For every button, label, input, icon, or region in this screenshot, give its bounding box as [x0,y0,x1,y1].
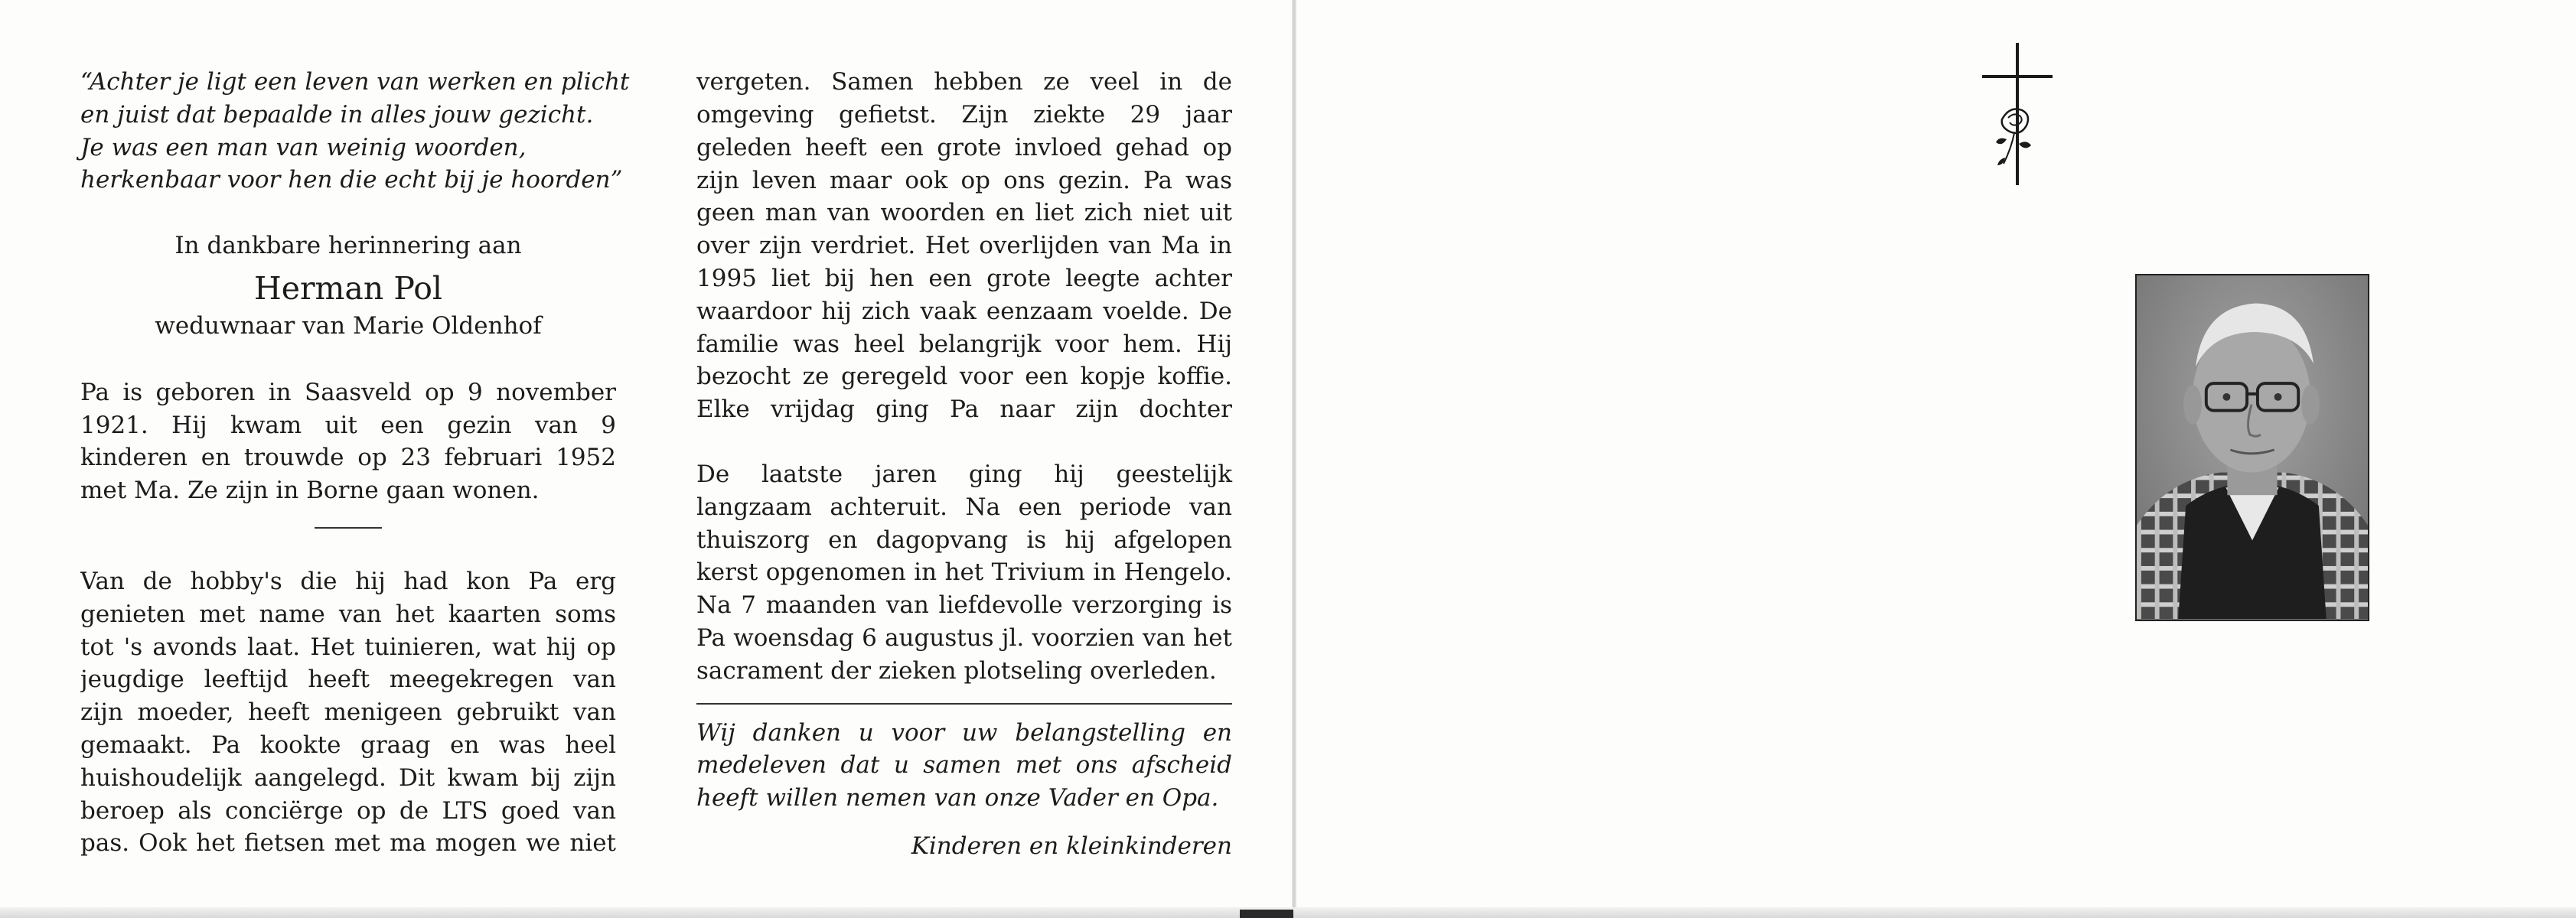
poem-line: Je was een man van weinig woorden, [80,133,527,161]
hobby-paragraph-part1 [80,565,616,860]
poem-line: herkenbaar voor hen die echt bij je hoorden” [80,166,623,194]
widower-text: weduwnaar van Marie Oldenhof [155,311,542,340]
card-fold [1292,0,1296,918]
intro-text: In dankbare herinnering aan [174,232,522,260]
deceased-name: Herman Pol [253,269,443,307]
hobby-continuation: vergeten. Samen hebben ze veel in de omgeving gefietst. Zijn ziekte 29 jaar geleden heeft een grote invloed gehad op zijn leven maar ook op ons gezin. Pa was geen man van woorden en liet zich niet uit over zijn verdriet. Het overlijden van Ma in 1995 liet bij hen een grote leegte achter waardoor hij zich vaak eenzaam voelde. De familie was heel belangrijk voor hem. Hij bezocht ze geregeld voor een kopje koffie. Elke vrijdag ging Pa naar zijn dochter [696,68,1232,424]
right-column [696,66,1232,863]
short-divider [315,527,382,529]
poem-line: “Achter je ligt een leven van werken en plicht [80,68,630,96]
hobby-paragraph-part2 [696,66,1232,426]
poem [80,66,630,197]
poem-line: en juist dat bepaalde in alles jouw gezicht. [80,100,594,129]
long-divider [696,703,1232,705]
hobby-paragraph: Van de hobby's die hij had kon Pa erg genieten met name van het kaarten soms tot 's avonds laat. Het tuinieren, wat hij op jeugdige leeftijd heeft meegekregen van zijn moeder, heeft menigeen gebruikt van gemaakt. Pa kookte graag en was heel huishoudelijk aangelegd. Dit kwam bij zijn beroep als conciërge op de LTS goed van pas. Ook het fietsen met ma mogen we niet [80,567,616,858]
bottom-edge-mark [1240,910,1293,918]
signature: Kinderen en kleinkinderen [911,832,1232,860]
birth-paragraph: Pa is geboren in Saasveld op 9 november 1921. Hij kwam uit een gezin van 9 kinderen en trouwde op 23 februari 1952 met Ma. Ze zijn in Borne gaan wonen. [80,378,616,505]
thanks-text: Wij danken u voor uw belangstelling en medeleven dat u samen met ons afscheid heeft willen nemen van onze Vader en Opa. [696,718,1232,812]
late-years-paragraph: De laatste jaren ging hij geestelijk langzaam achteruit. Na een periode van thuiszorg en dagopvang is hij afgelopen kerst opgenomen in het Trivium in Hengelo. Na 7 maanden van liefdevolle verzorging is Pa woensdag 6 augustus jl. voorzien van het sacrament der zieken plotseling overleden. [696,461,1232,685]
portrait-photo [2135,274,2369,621]
left-column [80,66,630,860]
cross-with-rose-icon [1979,43,2056,185]
